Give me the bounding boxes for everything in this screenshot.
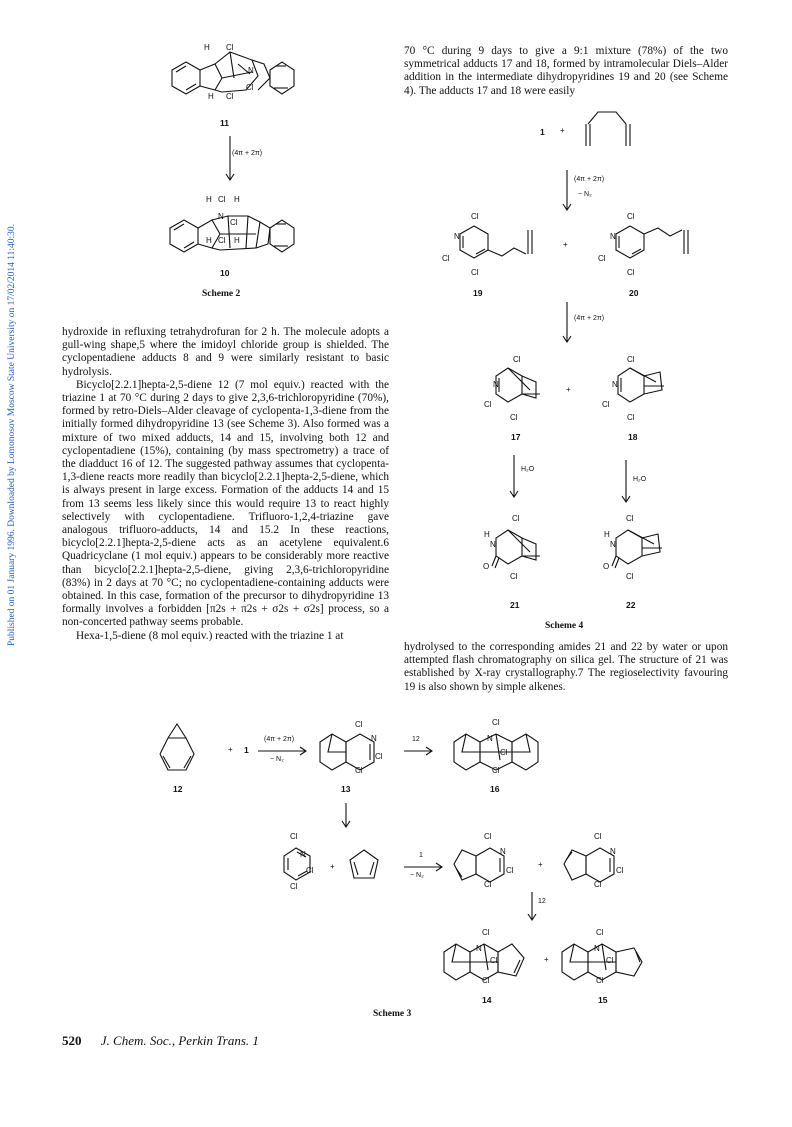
paragraph: hydrolysed to the corresponding amides 21 and 22 by water or upon attempted flash chromatography on silica gel. The structure of 21 was established by X-ray crystallography.7 The regioselectivity favouring 19 is also shown by simple alkenes.	[404, 641, 728, 693]
atom-n: N	[300, 850, 306, 859]
reaction-arrow	[620, 460, 632, 504]
cyclopentadiene-structure	[346, 846, 386, 884]
plus-sign: +	[228, 745, 233, 754]
reaction-arrow	[404, 862, 444, 872]
atom-cl: Cl	[218, 195, 226, 204]
atom-n: N	[612, 380, 618, 389]
atom-cl: Cl	[602, 400, 610, 409]
atom-cl: Cl	[598, 254, 606, 263]
atom-cl: Cl	[627, 212, 635, 221]
atom-n: N	[594, 944, 600, 953]
arrow-label: H₂O	[521, 466, 535, 473]
journal-name: J. Chem. Soc., Perkin Trans. 1	[100, 1033, 259, 1048]
compound-label: 21	[510, 600, 520, 610]
atom-cl: Cl	[290, 882, 298, 891]
structure-11	[160, 42, 300, 112]
compound-label: 19	[473, 288, 483, 298]
atom-n: N	[248, 66, 254, 75]
atom-cl: Cl	[484, 880, 492, 889]
arrow-label: 1	[419, 852, 423, 859]
plus-sign: +	[544, 955, 549, 964]
atom-cl: Cl	[513, 355, 521, 364]
arrow-label: − N₂	[578, 191, 592, 198]
structure-12	[150, 724, 208, 776]
plus-sign: +	[330, 862, 335, 871]
atom-cl: Cl	[230, 218, 238, 227]
compound-label: 22	[626, 600, 636, 610]
scheme-caption: Scheme 4	[545, 621, 584, 631]
atom-h: H	[204, 43, 210, 52]
atom-cl: Cl	[484, 832, 492, 841]
atom-cl: Cl	[484, 400, 492, 409]
scheme-caption: Scheme 2	[202, 289, 241, 299]
atom-cl: Cl	[355, 766, 363, 775]
atom-n: N	[610, 232, 616, 241]
scheme-caption: Scheme 3	[373, 1009, 412, 1019]
arrow-label: (4π + 2π)	[574, 176, 605, 183]
reaction-arrow	[561, 170, 573, 212]
atom-h: H	[234, 236, 240, 245]
atom-h: H	[206, 236, 212, 245]
right-column-text-bottom	[404, 641, 728, 694]
arrow-label: (4π + 2π)	[232, 150, 263, 157]
atom-cl: Cl	[506, 866, 514, 875]
hexadiene-structure	[582, 104, 634, 150]
atom-cl: Cl	[471, 268, 479, 277]
structure-17	[490, 360, 550, 420]
atom-n: N	[454, 232, 460, 241]
atom-cl: Cl	[626, 572, 634, 581]
atom-cl: Cl	[500, 748, 508, 757]
compound-label: 1	[244, 745, 249, 755]
arrow-label: − N₂	[410, 872, 424, 879]
compound-label: 10	[220, 268, 230, 278]
atom-cl: Cl	[492, 766, 500, 775]
atom-h: H	[206, 195, 212, 204]
atom-cl: Cl	[594, 880, 602, 889]
atom-cl: Cl	[246, 83, 254, 92]
arrow-label: H₂O	[633, 476, 647, 483]
download-watermark-text: Published on 01 January 1996. Downloaded by Lomonosov Moscow State University on 17/02/2014 11:40:30.	[7, 223, 17, 647]
atom-cl: Cl	[306, 866, 314, 875]
trichloropyridine-structure	[280, 842, 330, 888]
atom-cl: Cl	[218, 236, 226, 245]
atom-h: H	[208, 92, 214, 101]
atom-cl: Cl	[226, 92, 234, 101]
reaction-arrow	[258, 746, 308, 756]
structure-18	[612, 360, 672, 420]
page-footer	[62, 1033, 259, 1049]
atom-o: O	[483, 562, 490, 571]
atom-cl: Cl	[442, 254, 450, 263]
structure-21	[488, 520, 552, 586]
atom-cl: Cl	[596, 976, 604, 985]
paragraph: hydroxide in refluxing tetrahydrofuran for 2 h. The molecule adopts a gull-wing shape,5 where the imidoyl chloride group is shielded. The cyclopentadiene adducts 8 and 9 were similarly resistant to basic hydrolysis.	[62, 326, 389, 378]
reaction-arrow	[224, 136, 236, 182]
compound-label: 13	[341, 784, 351, 794]
atom-n: N	[610, 847, 616, 856]
atom-cl: Cl	[626, 514, 634, 523]
arrow-label: (4π + 2π)	[574, 315, 605, 322]
atom-cl: Cl	[482, 976, 490, 985]
atom-cl: Cl	[596, 928, 604, 937]
plus-sign: +	[538, 860, 543, 869]
atom-cl: Cl	[627, 355, 635, 364]
atom-cl: Cl	[616, 866, 624, 875]
arrow-label: 12	[538, 898, 546, 905]
atom-h: H	[484, 530, 490, 539]
plus-sign: +	[566, 385, 571, 394]
atom-o: O	[603, 562, 610, 571]
structure-19	[452, 218, 542, 278]
atom-cl: Cl	[226, 43, 234, 52]
right-column-text-top	[404, 45, 728, 98]
atom-cl: Cl	[627, 268, 635, 277]
download-watermark	[2, 180, 16, 700]
arrow-label: (4π + 2π)	[264, 736, 295, 743]
atom-n: N	[610, 540, 616, 549]
reaction-arrow	[561, 302, 573, 344]
reaction-arrow	[340, 803, 352, 829]
atom-cl: Cl	[375, 752, 383, 761]
atom-cl: Cl	[471, 212, 479, 221]
structure-20	[608, 218, 698, 278]
atom-cl: Cl	[490, 956, 498, 965]
reaction-arrow	[404, 746, 434, 756]
atom-cl: Cl	[606, 956, 614, 965]
structure-22	[608, 520, 672, 586]
plus-sign: +	[563, 240, 568, 249]
atom-n: N	[218, 212, 224, 221]
compound-label: 12	[173, 784, 183, 794]
structure-10	[160, 198, 300, 260]
compound-label: 15	[598, 995, 608, 1005]
atom-n: N	[490, 540, 496, 549]
structure-16	[446, 724, 546, 784]
compound-label: 11	[220, 118, 229, 128]
compound-label: 1	[540, 127, 545, 137]
compound-label: 18	[628, 432, 638, 442]
arrow-label: − N₂	[270, 756, 284, 763]
atom-cl: Cl	[627, 413, 635, 422]
atom-cl: Cl	[510, 413, 518, 422]
page-number: 520	[62, 1033, 82, 1048]
compound-label: 14	[482, 995, 492, 1005]
arrow-label: 12	[412, 736, 420, 743]
compound-label: 16	[490, 784, 500, 794]
plus-sign: +	[560, 126, 565, 135]
atom-cl: Cl	[512, 514, 520, 523]
atom-h: H	[604, 530, 610, 539]
paragraph: Bicyclo[2.2.1]hepta-2,5-diene 12 (7 mol equiv.) reacted with the triazine 1 at 70 °C during 2 days to give 2,3,6-trichloropyridine (70%), formed by retro-Diels–Alder cleavage of cyclopenta-1,3-diene from the initially formed dihydropyridine 13 (see Scheme 3). Also formed was a mixture of two mixed adducts, 14 and 15, involving both 12 and cyclopentadiene (15%), containing (by mass spectrometry) a trace of the diadduct 16 of 12. The suggested pathway assumes that cyclopenta-1,3-diene reacts more readily than bicyclo[2.2.1]hepta-2,5-diene, which is always present in large excess. Formation of the adducts 14 and 15 from 13 seems less likely since this would require 13 to react highly selectively with cyclopentadiene. Trifluoro-1,2,4-triazine gave analogous trifluoro-adducts, 14 and 15.2 In these reactions, bicyclo[2.2.1]hepta-2,5-diene acts as an acetylene equivalent.6 Quadricyclane (1 mol equiv.) appears to be considerably more reactive than bicyclo[2.2.1]hepta-2,5-diene, giving 2,3,6-trichloropyridine (83%) in 2 days at 70 °C; no cyclopentadiene-containing adducts were obtained. In this case, formation of the precursor to dihydropyridine 13 formally involves a forbidden [π2s + π2s + σ2s + σ2s] process, so a non-concerted pathway seems probable.	[62, 378, 389, 629]
atom-cl: Cl	[510, 572, 518, 581]
left-column-text	[62, 326, 389, 643]
atom-cl: Cl	[492, 718, 500, 727]
atom-n: N	[371, 734, 377, 743]
atom-cl: Cl	[290, 832, 298, 841]
reaction-arrow	[526, 892, 538, 922]
atom-cl: Cl	[482, 928, 490, 937]
compound-label: 17	[511, 432, 521, 442]
atom-n: N	[493, 380, 499, 389]
paragraph: Hexa-1,5-diene (8 mol equiv.) reacted with the triazine 1 at	[76, 629, 344, 642]
atom-h: H	[234, 195, 240, 204]
atom-n: N	[500, 847, 506, 856]
atom-cl: Cl	[594, 832, 602, 841]
reaction-arrow	[508, 455, 520, 499]
compound-label: 20	[629, 288, 639, 298]
atom-cl: Cl	[355, 720, 363, 729]
paragraph: 70 °C during 9 days to give a 9:1 mixture (78%) of the two symmetrical adducts 17 and 18, formed by intramolecular Diels–Alder addition in the intermediate dihydropyridines 19 and 20 (see Scheme 4). The adducts 17 and 18 were easily	[404, 45, 728, 97]
atom-n: N	[487, 734, 493, 743]
atom-n: N	[476, 944, 482, 953]
